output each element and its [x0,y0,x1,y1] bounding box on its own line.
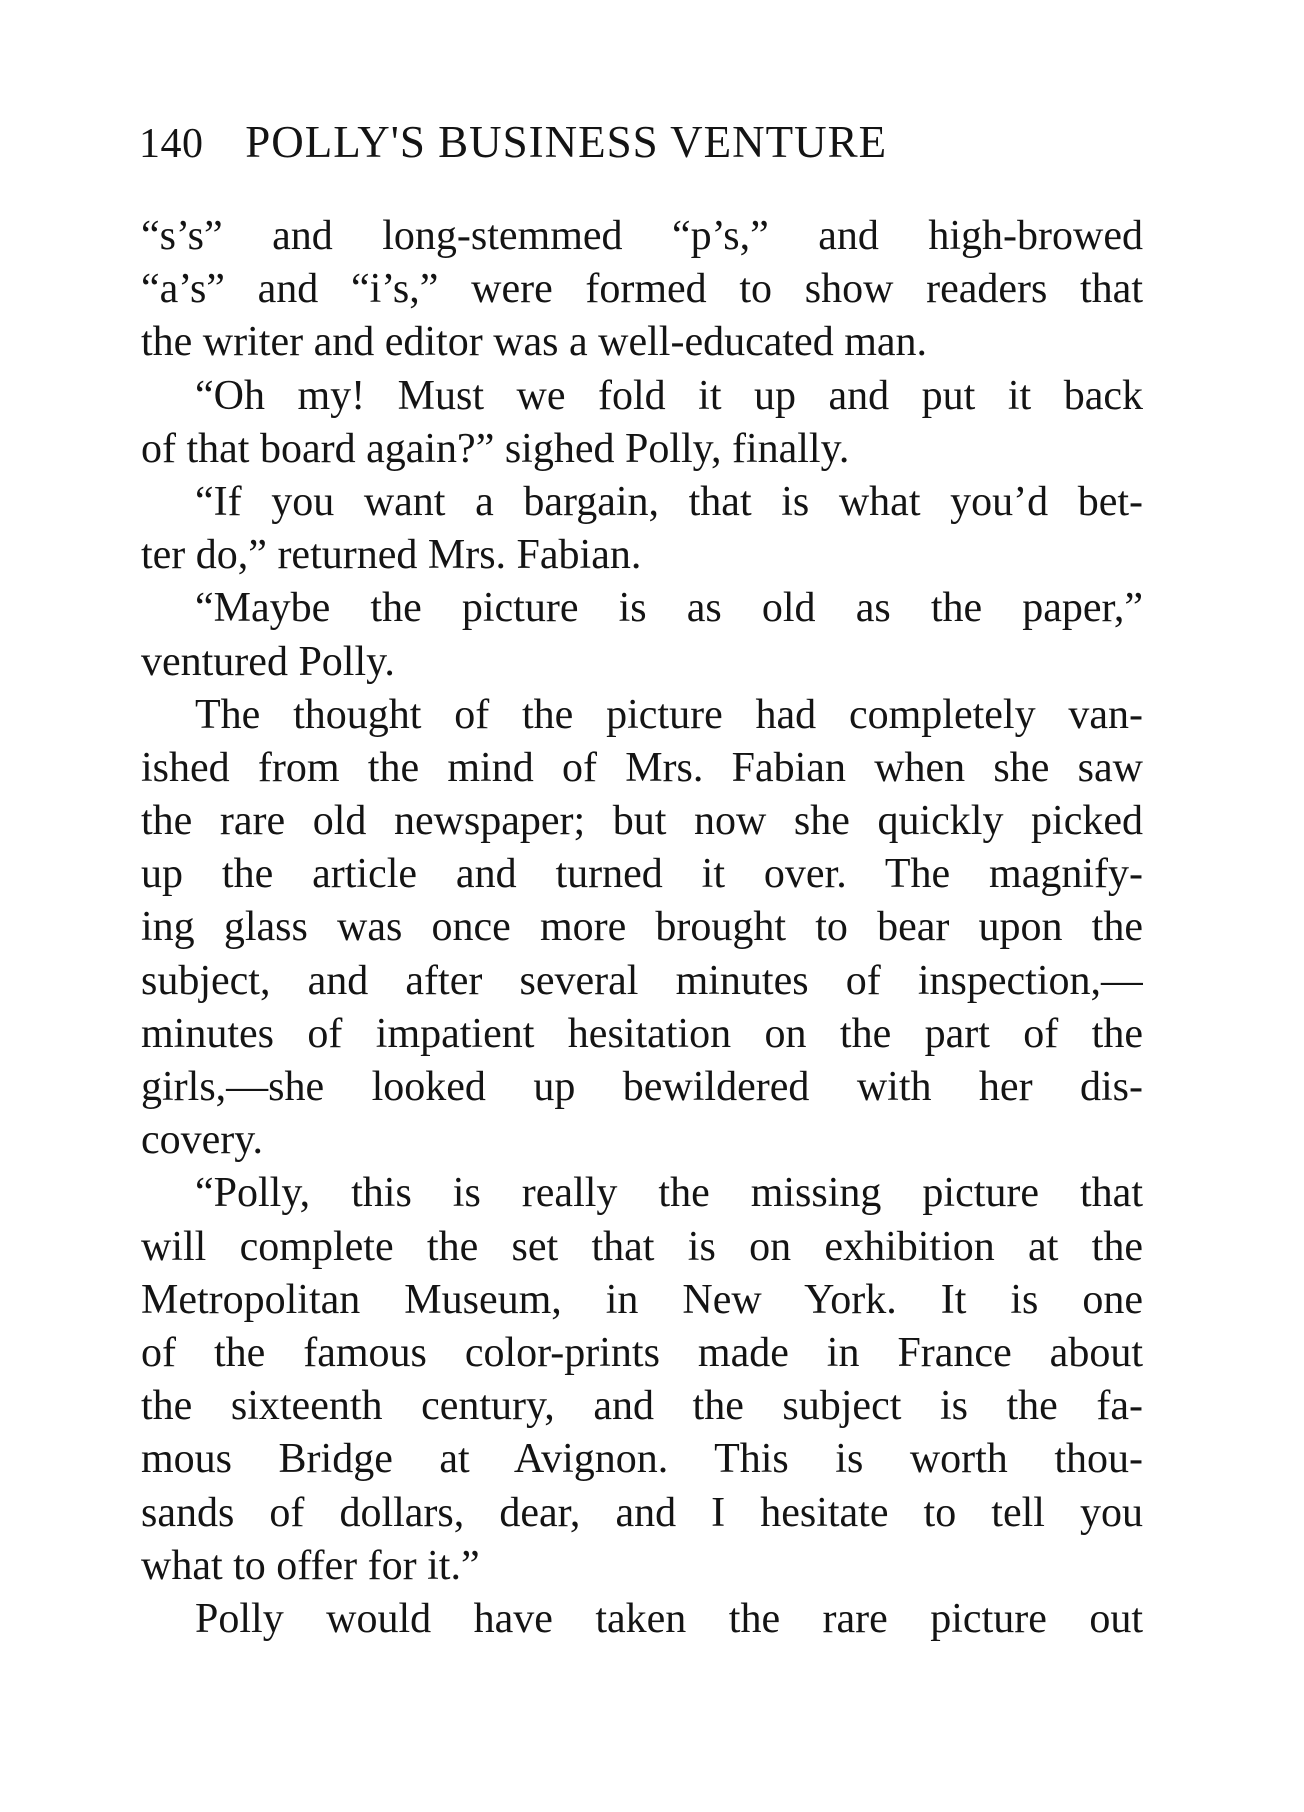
text-line: ished from the mind of Mrs. Fabian when she saw [141,744,1143,791]
text-line: Polly would have taken the rare picture out [195,1595,1143,1642]
text-line: of the famous color-prints made in France about [141,1329,1143,1376]
text-line: “Oh my! Must we fold it up and put it back [195,372,1143,419]
text-line: ing glass was once more brought to bear upon the [141,904,1143,951]
text-line: Metropolitan Museum, in New York. It is one [141,1276,1143,1323]
text-line: ventured Polly. [141,638,395,685]
text-line: “s’s” and long-stemmed “p’s,” and high-browed [141,213,1143,259]
page-header [139,112,1159,172]
text-line: minutes of impatient hesitation on the part of the [141,1010,1143,1057]
text-line: subject, and after several minutes of inspection,— [141,957,1143,1004]
text-line: ter do,” returned Mrs. Fabian. [141,532,642,579]
text-line: the sixteenth century, and the subject is the fa- [141,1383,1143,1430]
text-line: covery. [141,1117,264,1164]
text-line: of that board again?” sighed Polly, finally. [141,425,850,472]
text-line: “Maybe the picture is as old as the paper,” [195,585,1143,632]
text-line: what to offer for it.” [141,1542,480,1589]
text-line: “Polly, this is really the missing picture that [195,1170,1143,1217]
running-title: POLLY'S BUSINESS VENTURE [245,117,888,167]
text-line: mous Bridge at Avignon. This is worth thou- [141,1436,1143,1483]
page-number: 140 [139,121,204,167]
body-text [141,210,1143,1646]
text-line: girls,—she looked up bewildered with her dis- [141,1064,1143,1110]
text-line: will complete the set that is on exhibition at the [141,1223,1143,1270]
text-line: “If you want a bargain, that is what you’d bet- [195,478,1143,525]
text-line: sands of dollars, dear, and I hesitate to tell you [141,1489,1143,1536]
text-line: the writer and editor was a well-educated man. [141,319,928,366]
text-line: “a’s” and “i’s,” were formed to show readers that [141,266,1143,313]
text-line: up the article and turned it over. The magnify- [141,851,1143,898]
text-line: The thought of the picture had completely van- [195,691,1143,738]
text-line: the rare old newspaper; but now she quickly picked [141,798,1143,845]
